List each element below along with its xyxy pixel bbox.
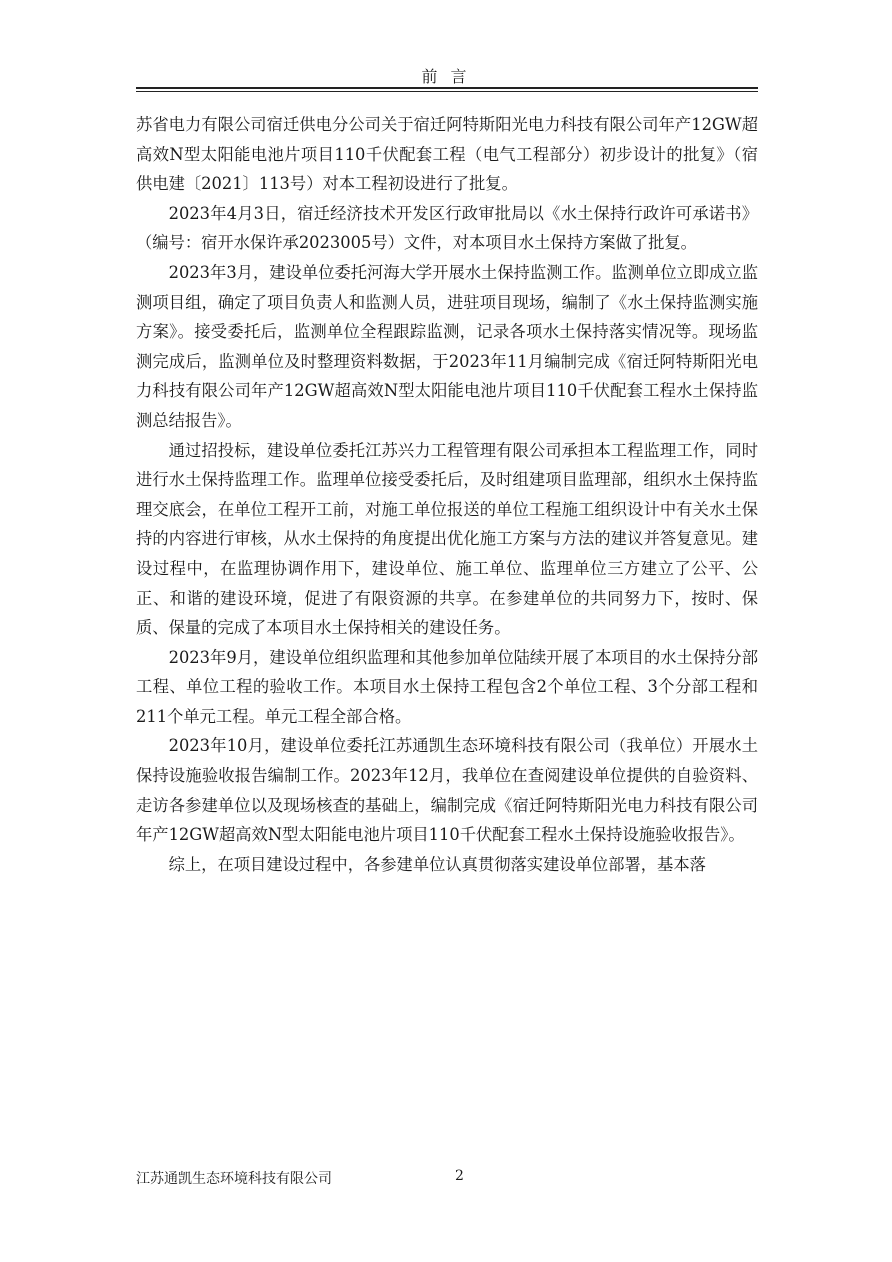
page-header-title: 前 言 (421, 67, 471, 86)
paragraph-continuation: 苏省电力有限公司宿迁供电分公司关于宿迁阿特斯阳光电力科技有限公司年产12GW超高效N型太阳能电池片项目110千伏配套工程（电气工程部分）初步设计的批复》（宿供电建〔2021〕113号）对本工程初设进行了批复。 (136, 115, 758, 194)
body-text (136, 110, 758, 879)
paragraph: 通过招投标，建设单位委托江苏兴力工程管理有限公司承担本工程监理工作，同时进行水土保持监理工作。监理单位接受委托后，及时组建项目监理部，组织水土保持监理交底会，在单位工程开工前，对施工单位报送的单位工程施工组织设计中有关水土保持的内容进行审核，从水土保持的角度提出优化施工方案与方法的建议并答复意见。建设过程中，在监理协调作用下，建设单位、施工单位、监理单位三方建立了公平、公正、和谐的建设环境，促进了有限资源的共享。在参建单位的共同努力下，按时、保质、保量的完成了本项目水土保持相关的建设任务。 (136, 440, 758, 638)
footer-company-name: 江苏通凯生态环境科技有限公司 (136, 1171, 332, 1187)
header-rule-thin (136, 91, 758, 92)
header-rule-thick (136, 87, 758, 89)
paragraph: 2023年4月3日，宿迁经济技术开发区行政审批局以《水土保持行政许可承诺书》（编号：宿开水保许承2023005号）文件，对本项目水土保持方案做了批复。 (136, 203, 758, 253)
paragraph: 2023年10月，建设单位委托江苏通凯生态环境科技有限公司（我单位）开展水土保持设施验收报告编制工作。2023年12月，我单位在查阅建设单位提供的自验资料、走访各参建单位以及现场核查的基础上，编制完成《宿迁阿特斯阳光电力科技有限公司年产12GW超高效N型太阳能电池片项目110千伏配套工程水土保持设施验收报告》。 (136, 736, 758, 845)
paragraph: 2023年3月，建设单位委托河海大学开展水土保持监测工作。监测单位立即成立监测项目组，确定了项目负责人和监测人员，进驻项目现场，编制了《水土保持监测实施方案》。接受委托后，监测单位全程跟踪监测，记录各项水土保持落实情况等。现场监测完成后，监测单位及时整理资料数据，于2023年11月编制完成《宿迁阿特斯阳光电力科技有限公司年产12GW超高效N型太阳能电池片项目110千伏配套工程水土保持监测总结报告》。 (136, 262, 758, 430)
footer-page-number: 2 (455, 1168, 464, 1184)
paragraph: 2023年9月，建设单位组织监理和其他参加单位陆续开展了本项目的水土保持分部工程、单位工程的验收工作。本项目水土保持工程包含2个单位工程、3个分部工程和211个单元工程。单元工程全部合格。 (136, 647, 758, 726)
paragraph: 综上，在项目建设过程中，各参建单位认真贯彻落实建设单位部署，基本落 (168, 854, 706, 874)
